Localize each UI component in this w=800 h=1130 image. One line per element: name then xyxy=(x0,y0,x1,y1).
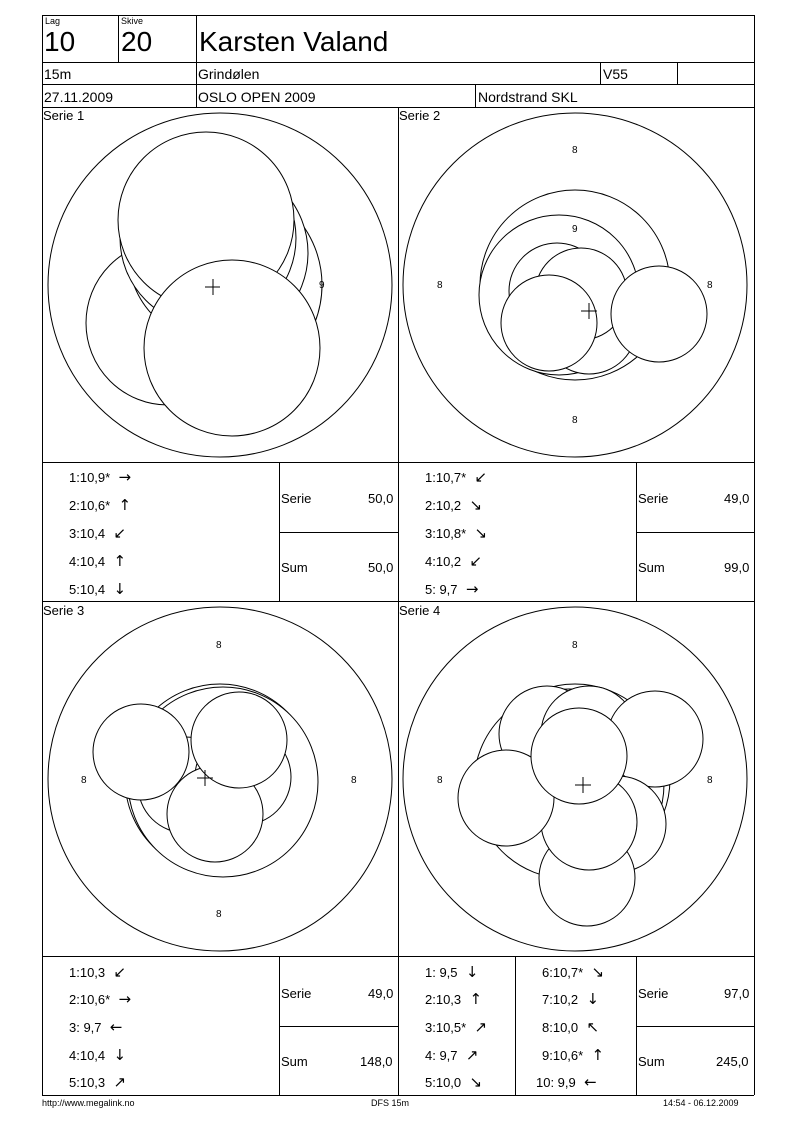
skive-value: 20 xyxy=(121,26,153,57)
serie-2-serie-label: Serie xyxy=(638,491,669,506)
direction-arrow-icon: ↘ xyxy=(469,496,483,514)
shot-row xyxy=(425,965,483,980)
shot-score: 5: 9,7 xyxy=(425,582,458,597)
ring-label: 8 xyxy=(216,640,222,651)
ring-label: 8 xyxy=(437,775,443,786)
direction-arrow-icon: ↑ xyxy=(113,552,127,570)
shot-score: 2:10,3 xyxy=(425,992,462,1007)
shot-row xyxy=(425,1048,483,1063)
serie-2-serie-value: 49,0 xyxy=(724,491,750,506)
direction-arrow-icon: → xyxy=(118,468,132,486)
serie-4-sum-value: 245,0 xyxy=(716,1054,749,1069)
shot-score: 4: 9,7 xyxy=(425,1048,458,1063)
shot-score: 5:10,3 xyxy=(69,1075,106,1090)
shot-score: 1: 9,5 xyxy=(425,965,458,980)
shot-score: 1:10,7* xyxy=(425,470,467,485)
shot-row xyxy=(425,526,492,541)
direction-arrow-icon: ↓ xyxy=(113,1046,127,1064)
shot-score: 3:10,8* xyxy=(425,526,467,541)
shot-score: 9:10,6* xyxy=(542,1048,584,1063)
serie-4-serie-value: 97,0 xyxy=(724,986,750,1001)
shot-score: 5:10,4 xyxy=(69,582,106,597)
direction-arrow-icon: → xyxy=(465,580,479,598)
shot-score: 1:10,9* xyxy=(69,470,111,485)
direction-arrow-icon: ↙ xyxy=(474,468,488,486)
serie-4-sum-label: Sum xyxy=(638,1054,665,1069)
skive-label: Skive xyxy=(121,16,144,26)
direction-arrow-icon: ↖ xyxy=(586,1018,600,1036)
shot-row xyxy=(69,1075,131,1090)
serie-3-label: Serie 3 xyxy=(43,603,85,618)
shot-score: 1:10,3 xyxy=(69,965,106,980)
ring-label: 8 xyxy=(216,909,222,920)
shot-row xyxy=(536,1075,601,1090)
direction-arrow-icon: ↙ xyxy=(469,552,483,570)
shot-hole xyxy=(144,260,320,436)
shot-score: 2:10,6* xyxy=(69,498,111,513)
distance: 15m xyxy=(44,66,72,82)
direction-arrow-icon: ↗ xyxy=(474,1018,488,1036)
direction-arrow-icon: ← xyxy=(584,1073,597,1091)
shot-row xyxy=(69,1048,131,1063)
shot-score: 10: 9,9 xyxy=(536,1075,576,1090)
shot-row xyxy=(69,1020,127,1035)
shot-score: 4:10,2 xyxy=(425,554,462,569)
lag-label: Lag xyxy=(45,16,61,26)
shot-row xyxy=(425,1020,492,1035)
shot-score: 8:10,0 xyxy=(542,1020,579,1035)
shot-score: 4:10,4 xyxy=(69,554,106,569)
shot-row xyxy=(69,582,131,597)
direction-arrow-icon: ↗ xyxy=(465,1046,479,1064)
direction-arrow-icon: → xyxy=(118,990,132,1008)
shot-score: 4:10,4 xyxy=(69,1048,106,1063)
shot-hole xyxy=(501,275,597,371)
shot-row xyxy=(542,1048,609,1063)
ring-label: 8 xyxy=(572,640,578,651)
ring-label: 8 xyxy=(437,280,443,291)
shooter-name: Karsten Valand xyxy=(199,26,389,57)
direction-arrow-icon: ↑ xyxy=(118,496,132,514)
shot-score: 5:10,0 xyxy=(425,1075,462,1090)
shot-hole xyxy=(531,708,627,804)
shot-score: 3:10,5* xyxy=(425,1020,467,1035)
ring-label: 9 xyxy=(319,280,325,291)
serie-4-target xyxy=(399,602,754,956)
ring-label: 8 xyxy=(707,280,713,291)
shot-score: 3: 9,7 xyxy=(69,1020,102,1035)
direction-arrow-icon: ↘ xyxy=(474,524,488,542)
shot-score: 7:10,2 xyxy=(542,992,579,1007)
direction-arrow-icon: ↓ xyxy=(465,963,479,981)
shot-row xyxy=(69,526,131,541)
direction-arrow-icon: ← xyxy=(109,1018,123,1036)
footer-url[interactable]: http://www.megalink.no xyxy=(42,1098,135,1108)
shot-row xyxy=(425,554,487,569)
shot-hole xyxy=(611,266,707,362)
ring-label: 8 xyxy=(572,415,578,426)
serie-1-serie-label: Serie xyxy=(281,491,312,506)
shot-row xyxy=(425,992,487,1007)
shot-row xyxy=(542,992,604,1007)
shot-row xyxy=(542,1020,604,1035)
direction-arrow-icon: ↙ xyxy=(113,524,127,542)
footer-program: DFS 15m xyxy=(371,1098,410,1108)
shot-score: 2:10,2 xyxy=(425,498,462,513)
shot-row xyxy=(69,554,131,569)
shot-score: 3:10,4 xyxy=(69,526,106,541)
serie-1-sum-label: Sum xyxy=(281,560,308,575)
serie-1-label: Serie 1 xyxy=(43,108,85,123)
ring-label: 8 xyxy=(707,775,713,786)
club-place: Grindølen xyxy=(198,66,260,82)
direction-arrow-icon: ↓ xyxy=(113,580,127,598)
ring-label: 9 xyxy=(572,224,578,235)
shot-score: 6:10,7* xyxy=(542,965,584,980)
ring-label: 8 xyxy=(351,775,357,786)
date: 27.11.2009 xyxy=(44,89,114,105)
serie-1-target xyxy=(43,108,398,462)
shot-row xyxy=(425,1075,487,1090)
serie-3-serie-value: 49,0 xyxy=(368,986,394,1001)
direction-arrow-icon: ↘ xyxy=(469,1073,483,1091)
shot-score: 2:10,6* xyxy=(69,992,111,1007)
serie-3-serie-label: Serie xyxy=(281,986,312,1001)
direction-arrow-icon: ↘ xyxy=(591,963,605,981)
shot-row xyxy=(425,498,487,513)
serie-4-serie-label: Serie xyxy=(638,986,669,1001)
lag-value: 10 xyxy=(44,26,76,57)
direction-arrow-icon: ↑ xyxy=(591,1046,605,1064)
direction-arrow-icon: ↗ xyxy=(113,1073,127,1091)
serie-1-sum-value: 50,0 xyxy=(368,560,394,575)
shot-row xyxy=(69,470,136,485)
ring-label: 8 xyxy=(81,775,87,786)
shot-row xyxy=(69,992,136,1007)
serie-2-target xyxy=(399,108,754,462)
direction-arrow-icon: ↑ xyxy=(469,990,483,1008)
serie-4-label: Serie 4 xyxy=(399,603,441,618)
serie-3-target xyxy=(43,602,398,956)
ring-label: 8 xyxy=(572,145,578,156)
direction-arrow-icon: ↓ xyxy=(586,990,600,1008)
class: V55 xyxy=(603,66,628,82)
serie-2-label: Serie 2 xyxy=(399,108,441,123)
shot-row xyxy=(425,582,483,597)
shot-row xyxy=(69,498,136,513)
shot-row xyxy=(542,965,609,980)
serie-3-sum-value: 148,0 xyxy=(360,1054,393,1069)
serie-1-serie-value: 50,0 xyxy=(368,491,394,506)
shot-row xyxy=(69,965,131,980)
club-name: Nordstrand SKL xyxy=(478,89,578,105)
shot-hole xyxy=(93,704,189,800)
serie-3-sum-label: Sum xyxy=(281,1054,308,1069)
direction-arrow-icon: ↙ xyxy=(113,963,127,981)
serie-2-sum-label: Sum xyxy=(638,560,665,575)
event-name: OSLO OPEN 2009 xyxy=(198,89,316,105)
footer-timestamp: 14:54 - 06.12.2009 xyxy=(663,1098,739,1108)
serie-2-sum-value: 99,0 xyxy=(724,560,750,575)
shot-row xyxy=(425,470,492,485)
